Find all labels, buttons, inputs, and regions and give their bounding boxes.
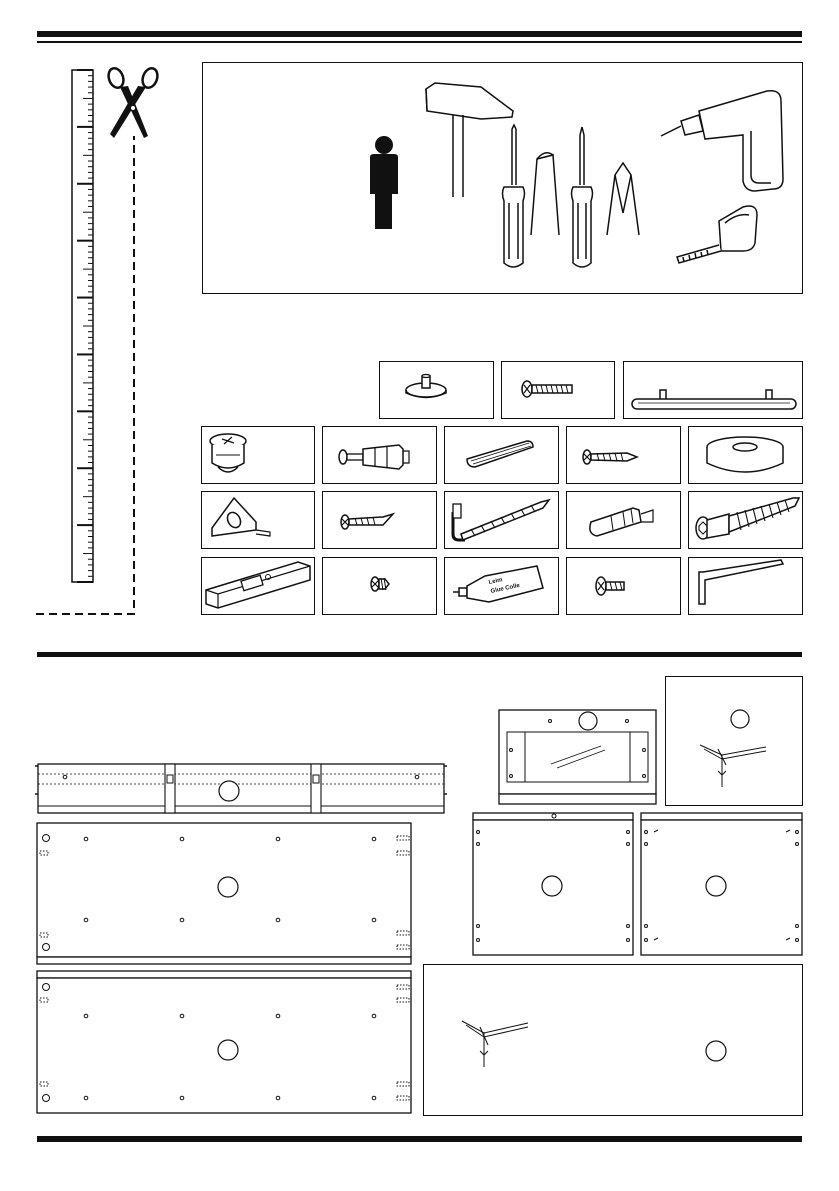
wooden-dowel-icon — [445, 427, 557, 482]
felt-pad-icon — [689, 427, 801, 482]
hardware-cell — [322, 426, 437, 484]
scissors-icon — [104, 66, 162, 142]
drawer-runner-icon — [202, 558, 313, 613]
tools-illustration — [203, 63, 801, 292]
hardware-cell — [201, 426, 315, 484]
ruler-icon — [36, 62, 146, 622]
hardware-cell — [566, 491, 681, 549]
furniture-foot-icon — [380, 362, 492, 417]
corner-detail-panel — [665, 676, 803, 806]
hardware-cell — [566, 557, 681, 615]
connector-bolt-icon — [323, 427, 435, 482]
short-screw-icon — [323, 558, 435, 613]
power-drill-icon — [661, 91, 783, 191]
glue-tube-text-1: Leim — [488, 577, 504, 586]
cam-lock-icon — [202, 427, 313, 482]
glass-door-panel — [497, 708, 659, 806]
assembly-detail-panel — [423, 964, 803, 1116]
allen-key-icon — [689, 558, 801, 613]
hardware-cell — [566, 426, 681, 484]
hardware-cell — [623, 361, 803, 419]
hardware-cell — [688, 557, 803, 615]
tape-measure-icon — [677, 206, 757, 263]
corner-bracket-icon — [202, 492, 313, 547]
glue-tube-text-2: Glue Colle — [490, 582, 521, 595]
hardware-cell — [444, 426, 559, 484]
wood-screw-icon — [323, 492, 435, 547]
top-rule — [37, 31, 802, 37]
hardware-cell — [688, 491, 803, 549]
rail-panel — [35, 760, 451, 816]
pliers-icon — [531, 153, 559, 235]
hook-screw-icon — [445, 492, 557, 547]
top-rule-thin — [37, 41, 802, 43]
hardware-cell — [379, 361, 494, 419]
side-panel-right — [640, 812, 804, 958]
side-panel-left — [472, 812, 635, 958]
machine-screw-icon — [502, 362, 613, 417]
pliers-icon — [607, 163, 639, 235]
person-icon — [370, 136, 398, 229]
glue-tube-icon — [445, 558, 557, 613]
hex-bolt-icon — [689, 492, 801, 547]
hardware-cell — [444, 491, 559, 549]
phillips-screwdriver-icon — [572, 127, 593, 267]
machine-screw-icon — [567, 558, 679, 613]
hammer-icon — [426, 83, 513, 197]
large-panel-b — [36, 970, 413, 1116]
section-rule — [37, 652, 802, 657]
wall-plug-icon — [567, 492, 679, 547]
flathead-screwdriver-icon — [503, 125, 525, 267]
hardware-cell — [688, 426, 803, 484]
hardware-cell — [322, 557, 437, 615]
bottom-rule — [37, 1136, 802, 1142]
wood-screw-icon — [567, 427, 679, 482]
hardware-cell — [201, 491, 315, 549]
hardware-cell — [501, 361, 615, 419]
tools-panel — [202, 62, 803, 294]
large-panel-a — [36, 822, 413, 966]
hardware-cell — [201, 557, 315, 615]
bar-handle-icon — [624, 362, 801, 417]
hardware-cell — [322, 491, 437, 549]
hardware-cell — [444, 557, 559, 615]
